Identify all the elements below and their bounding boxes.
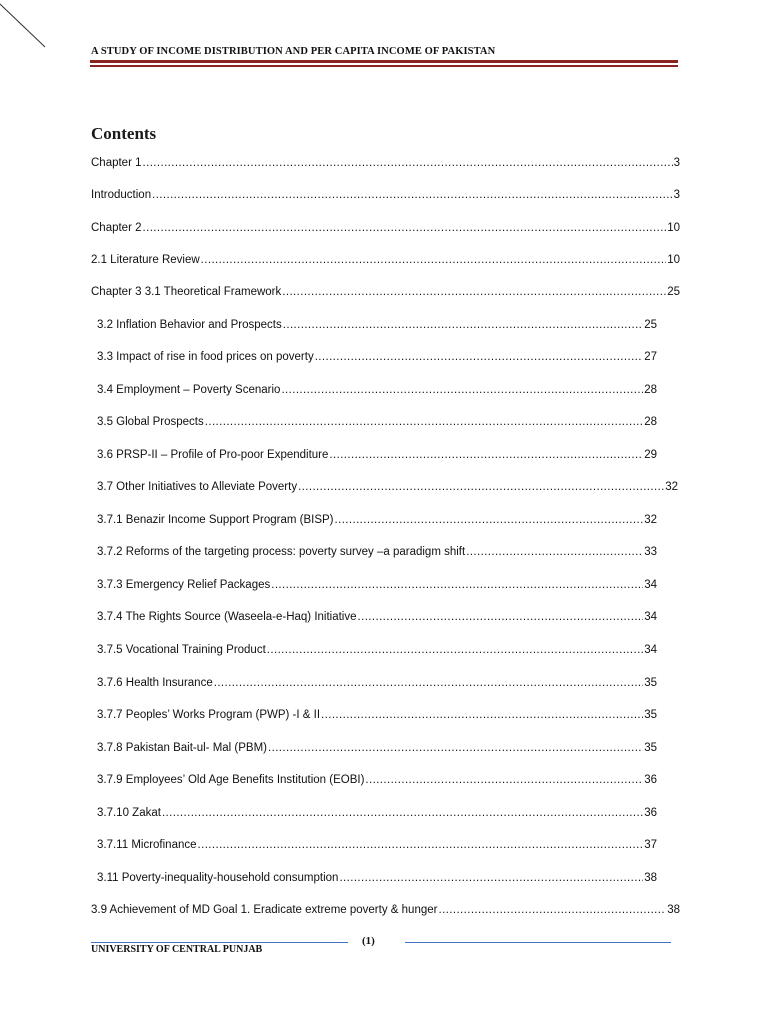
toc-entry-page: 3 <box>673 189 680 201</box>
toc-entry-label: 3.9 Achievement of MD Goal 1. Eradicate extreme poverty & hunger <box>91 904 438 916</box>
toc-entry-label: 3.7.9 Employees’ Old Age Benefits Institution (EOBI) <box>97 774 365 786</box>
toc-entry-label: 3.6 PRSP-II – Profile of Pro-poor Expenditure <box>97 449 329 461</box>
toc-entry-page: 38 <box>644 872 657 884</box>
header-divider <box>90 60 678 67</box>
footer-institution: UNIVERSITY OF CENTRAL PUNJAB <box>91 944 263 955</box>
toc-entry-page: 34 <box>644 644 657 656</box>
toc-entry-label: 3.7 Other Initiatives to Alleviate Poverty <box>97 481 298 493</box>
toc-entry-3-9[interactable] <box>91 904 680 922</box>
footer-divider-left <box>91 942 348 943</box>
toc-entry-page: 34 <box>644 611 657 623</box>
toc-entry-label: 3.7.7 Peoples’ Works Program (PWP) -I & II <box>97 709 321 721</box>
toc-entry-label: 3.7.8 Pakistan Bait-ul- Mal (PBM) <box>97 742 268 754</box>
toc-entry-3-2[interactable] <box>97 319 657 337</box>
toc-entry-label: 3.5 Global Prospects <box>97 416 204 428</box>
toc-entry-page: 27 <box>644 351 657 363</box>
toc-entry-3-7-9[interactable] <box>97 774 657 792</box>
toc-entry-3-7-10[interactable] <box>97 807 657 825</box>
toc-entry-chapter-3[interactable] <box>91 286 680 304</box>
toc-entry-3-7-2[interactable] <box>97 546 657 564</box>
toc-entry-label: Introduction <box>91 189 152 201</box>
toc-entry-3-7[interactable] <box>97 481 678 499</box>
toc-entry-3-6[interactable] <box>97 449 657 467</box>
toc-entry-label: 3.7.1 Benazir Income Support Program (BISP) <box>97 514 334 526</box>
toc-entry-label: 3.11 Poverty-inequality-household consumption <box>97 872 339 884</box>
toc-entry-label: Chapter 2 <box>91 222 142 234</box>
toc-entry-3-7-6[interactable] <box>97 677 657 695</box>
toc-entry-page: 32 <box>665 481 678 493</box>
toc-entry-page: 28 <box>644 384 657 396</box>
toc-entry-page: 32 <box>644 514 657 526</box>
toc-entry-3-7-3[interactable] <box>97 579 657 597</box>
footer-divider-right <box>405 942 671 943</box>
toc-entry-label: 3.7.10 Zakat <box>97 807 161 819</box>
toc-entry-label: 3.2 Inflation Behavior and Prospects <box>97 319 282 331</box>
toc-entry-label: 2.1 Literature Review <box>91 254 200 266</box>
toc-entry-page: 35 <box>644 677 657 689</box>
toc-entry-3-7-7[interactable] <box>97 709 657 727</box>
toc-entry-chapter-1[interactable] <box>91 157 680 175</box>
toc-entry-label: 3.7.5 Vocational Training Product <box>97 644 266 656</box>
toc-entry-3-11[interactable] <box>97 872 657 890</box>
toc-entry-label: 3.7.3 Emergency Relief Packages <box>97 579 271 591</box>
toc-entry-chapter-2[interactable] <box>91 222 680 240</box>
toc-entry-page: 10 <box>667 222 680 234</box>
toc-entry-3-7-8[interactable] <box>97 742 657 760</box>
toc-entry-label: Chapter 3 3.1 Theoretical Framework <box>91 286 282 298</box>
toc-entry-page: 36 <box>644 774 657 786</box>
toc-entry-literature-review[interactable] <box>91 254 680 272</box>
toc-entry-page: 10 <box>667 254 680 266</box>
toc-entry-page: 3 <box>673 157 680 169</box>
toc-entry-page: 37 <box>644 839 657 851</box>
toc-entry-3-5[interactable] <box>97 416 657 434</box>
toc-entry-page: 35 <box>644 709 657 721</box>
toc-entry-3-7-11[interactable] <box>97 839 657 857</box>
page-number: (1) <box>362 935 375 947</box>
toc-entry-label: 3.7.11 Microfinance <box>97 839 197 851</box>
toc-entry-page: 25 <box>644 319 657 331</box>
toc-entry-label: 3.7.4 The Rights Source (Waseela-e-Haq) Initiative <box>97 611 357 623</box>
toc-entry-label: 3.3 Impact of rise in food prices on poverty <box>97 351 314 363</box>
toc-entry-3-7-1[interactable] <box>97 514 657 532</box>
toc-entry-page: 25 <box>667 286 680 298</box>
toc-entry-3-4[interactable] <box>97 384 657 402</box>
toc-entry-label: Chapter 1 <box>91 157 142 169</box>
toc-entry-page: 36 <box>644 807 657 819</box>
running-header-title: A STUDY OF INCOME DISTRIBUTION AND PER CAPITA INCOME OF PAKISTAN <box>91 46 496 57</box>
toc-entry-label: 3.7.6 Health Insurance <box>97 677 213 689</box>
toc-entry-page: 35 <box>644 742 657 754</box>
toc-entry-3-3[interactable] <box>97 351 657 369</box>
toc-entry-page: 38 <box>667 904 680 916</box>
corner-crop-mark <box>0 0 60 60</box>
toc-entry-page: 34 <box>644 579 657 591</box>
toc-heading: Contents <box>91 124 157 143</box>
toc-entry-label: 3.7.2 Reforms of the targeting process: poverty survey –a paradigm shift <box>97 546 466 558</box>
toc-entry-page: 29 <box>644 449 657 461</box>
toc-entry-3-7-5[interactable] <box>97 644 657 662</box>
toc-entry-page: 33 <box>644 546 657 558</box>
toc-entry-page: 28 <box>644 416 657 428</box>
toc-entry-3-7-4[interactable] <box>97 611 657 629</box>
toc-entry-label: 3.4 Employment – Poverty Scenario <box>97 384 281 396</box>
toc-entry-introduction[interactable] <box>91 189 680 207</box>
